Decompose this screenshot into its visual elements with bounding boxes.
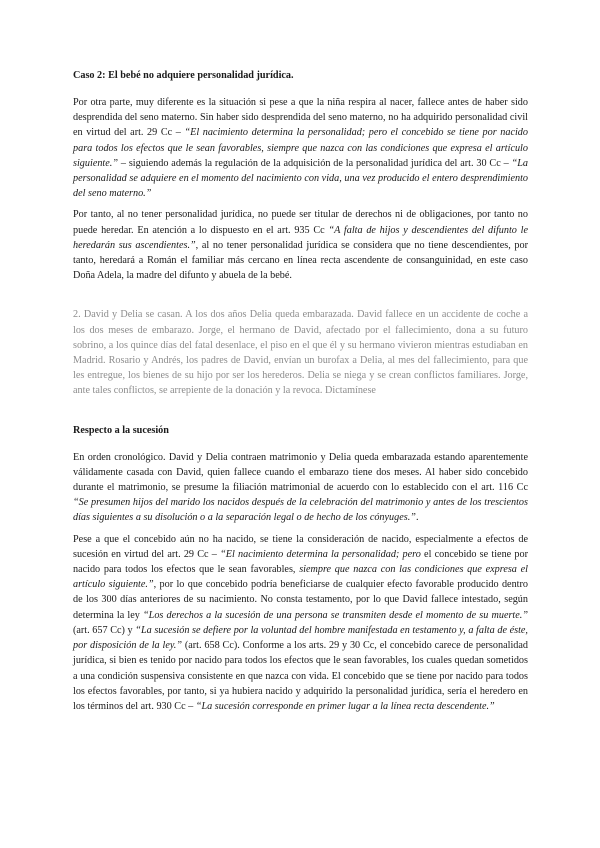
legal-quote: “El nacimiento determina la personalidad; pero el concebido se tiene por nacido para todos los efectos que le sean favorables, siempre que nazca con las condiciones que expresa el artículo siguiente.”: [73, 127, 528, 169]
legal-quote: “Se presumen hijos del marido los nacidos después de la celebración del matrimonio y antes de los trescientos días siguientes a su disolución o a la separación legal o de hecho de los cónyuges.”: [73, 497, 528, 524]
spacer: [73, 283, 528, 307]
text-run: – siguiendo además la regulación de la adquisición de la personalidad jurídica del art. 30 Cc –: [118, 157, 512, 169]
text-run: .: [415, 512, 419, 524]
text-run: Pese a que el concebido aún no ha nacido, se tiene la consideración de nacido, especialmente a efectos de sucesión en virtud del art. 29 Cc –: [73, 533, 528, 560]
legal-quote: “El nacimiento determina la personalidad; pero: [220, 548, 421, 560]
text-run: el concebido se tiene por nacido para todos los efectos que le sean favorables,: [73, 548, 528, 576]
text-run: Por tanto, al no tener personalidad jurídica, no puede ser titular de derechos ni de obligaciones, por tanto no puede heredar. En atención a lo dispuesto en el art. 935 Cc: [73, 209, 528, 236]
sucesion-paragraph-2: [73, 532, 528, 714]
case2-paragraph-1: [73, 95, 528, 201]
text-run: En orden cronológico. David y Delia contraen matrimonio y Delia queda embarazada estando aparentemente válidamente casada con David, quien fallece cuando el embarazo tiene dos meses. Al haber sido concebido durante el matrimonio, se presume la filiación matrimonial de acuerdo con lo establecido con el art. 116 Cc: [73, 451, 528, 494]
legal-quote: “La sucesión se defiere por la voluntad del hombre manifestada en testamento y, a falta de éste, por disposición de la ley.”: [73, 624, 528, 652]
legal-quote: siempre que nazca con las condiciones que expresa el artículo siguiente.”: [73, 564, 528, 591]
text-run: Por otra parte, muy diferente es la situación si pese a que la niña respira al nacer, fallece antes de haber sido desprendida del seno materno. Sin haber sido desprendida del seno materno, no ha adquirido personalidad civil en virtud del art. 29 Cc –: [73, 97, 528, 139]
problem-statement: 2. David y Delia se casan. A los dos años Delia queda embarazada. David fallece en un accidente de coche a los dos meses de embarazo. Jorge, el hermano de David, afectado por el fallecimiento, dona a su futuro sobrino, a los quince días del fatal desenlace, el piso en el que él y su hermano vivieron mientras estudiaban en Madrid. Rosario y Andrés, los padres de David, envían un burofax a Delia, al mes del fallecimiento, para que les entregue, los bienes de su hijo por ser los herederos. Delia se niega y se crean conflictos familiares. Jorge, ante tales conflictos, se arrepiente de la donación y la revoca. Dictamínese: [73, 309, 528, 397]
text-run: (art. 658 Cc). Conforme a los arts. 29 y 30 Cc, el concebido carece de personalidad jurídica, si bien es tenido por nacido para todos los efectos que le sean favorables, los cuales quedan sometidos a una condición suspensiva consistente en que nazca con vida. El concebido que se tiene por nacido para todos los efectos favorables, por tanto, si ya hubiera nacido y adquirido la personalidad jurídica, sería el heredero en los términos del art. 930 Cc –: [73, 640, 528, 712]
case2-heading: Caso 2: El bebé no adquiere personalidad jurídica.: [73, 70, 294, 81]
text-run: (art. 657 Cc) y: [73, 624, 136, 636]
sucesion-paragraph-1: [73, 450, 528, 526]
case2-paragraph-2: [73, 207, 528, 283]
text-run: , por lo que concebido podría beneficiarse de cualquier efecto favorable producido dentro de los 300 días anteriores de su nacimiento. No consta testamento, por lo que David fallece intestado, según determina la ley: [73, 579, 528, 621]
text-run: , al no tener personalidad jurídica se considera que no tiene descendientes, por tanto, heredará a Román el familiar más cercano en línea recta ascendente de consanguinidad, en este caso Doña Adela, la madre del difunto y abuela de la bebé.: [73, 239, 528, 282]
sucesion-heading: Respecto a la sucesión: [73, 424, 169, 436]
spacer: [73, 399, 528, 423]
legal-quote: “La sucesión corresponde en primer lugar a la línea recta descendente.”: [195, 700, 495, 712]
legal-quote: “A falta de hijos y descendientes del difunto le heredarán sus ascendientes.”: [73, 224, 528, 251]
legal-quote: “La personalidad se adquiere en el momento del nacimiento con vida, una vez producido el entero desprendimiento del seno materno.”: [73, 157, 528, 200]
legal-quote: “Los derechos a la sucesión de una persona se transmiten desde el momento de su muerte.”: [142, 609, 528, 621]
